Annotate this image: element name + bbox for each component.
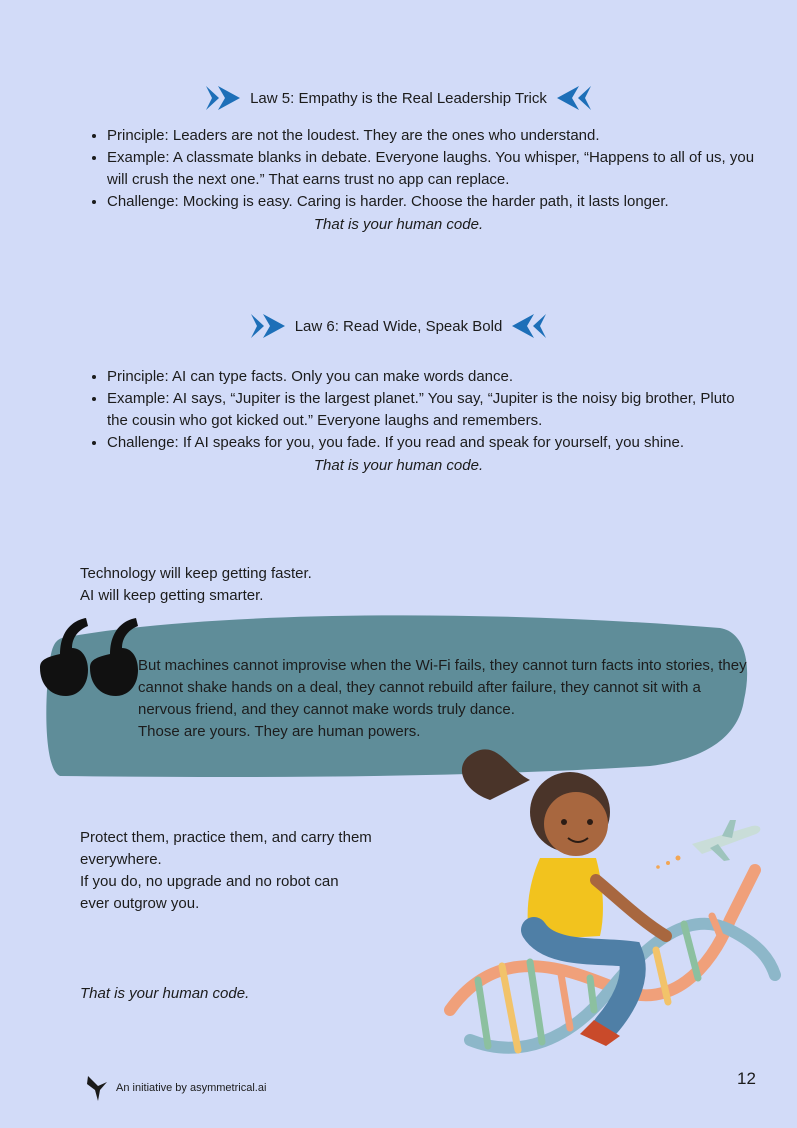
intro-line-2: AI will keep getting smarter. [80, 587, 264, 604]
quote-text [138, 655, 748, 743]
law-6-title: Law 6: Read Wide, Speak Bold [294, 317, 503, 335]
law-5-title: Law 5: Empathy is the Real Leadership Trick [250, 89, 547, 107]
law-5-closing: That is your human code. [313, 216, 484, 233]
footer-text: An initiative by asymmetrical.ai [116, 1082, 267, 1094]
intro-line-1: Technology will keep getting faster. [80, 565, 312, 582]
footer [86, 1074, 266, 1102]
law-6-example: • Example: AI says, “Jupiter is the largest planet.” You say, “Jupiter is the noisy big brother, Pluto the cousin who got kicked out.” Everyone laughs and remembers. [107, 388, 757, 432]
law-5-principle: • Principle: Leaders are not the loudest. They are the ones who understand. [107, 125, 757, 147]
law-6-challenge: • Challenge: If AI speaks for you, you fade. If you read and speak for yourself, you shine. [107, 432, 757, 454]
page-number: 12 [737, 1069, 756, 1088]
outro-closing: That is your human code. [80, 985, 250, 1002]
law-5-example: • Example: A classmate blanks in debate. Everyone laughs. You whisper, “Happens to all of us, you will crush the next one.” That earns trust no app can replace. [107, 147, 757, 191]
quote-body: But machines cannot improvise when the Wi-Fi fails, they cannot turn facts into stories, they cannot shake hands on a deal, they cannot rebuild after failure, they cannot sit with a nervous friend, and they cannot make words truly dance. [138, 657, 747, 718]
outro-line-2: everywhere. [80, 851, 162, 868]
quote-line-2: Those are yours. They are human powers. [138, 723, 421, 740]
outro-line-4: ever outgrow you. [80, 895, 200, 912]
outro-line-1: Protect them, practice them, and carry them [80, 829, 372, 846]
law-5-challenge: • Challenge: Mocking is easy. Caring is harder. Choose the harder path, it lasts longer. [107, 191, 757, 213]
quote-mark-icon [38, 614, 140, 700]
girl-on-dna-illustration [430, 740, 797, 1070]
airplane-icon [656, 820, 760, 869]
law-6-closing: That is your human code. [313, 457, 484, 474]
outro-text [80, 827, 400, 915]
law-6-principle: • Principle: AI can type facts. Only you can make words dance. [107, 366, 757, 388]
bird-logo-icon [86, 1074, 108, 1102]
outro-line-3: If you do, no upgrade and no robot can [80, 873, 339, 890]
